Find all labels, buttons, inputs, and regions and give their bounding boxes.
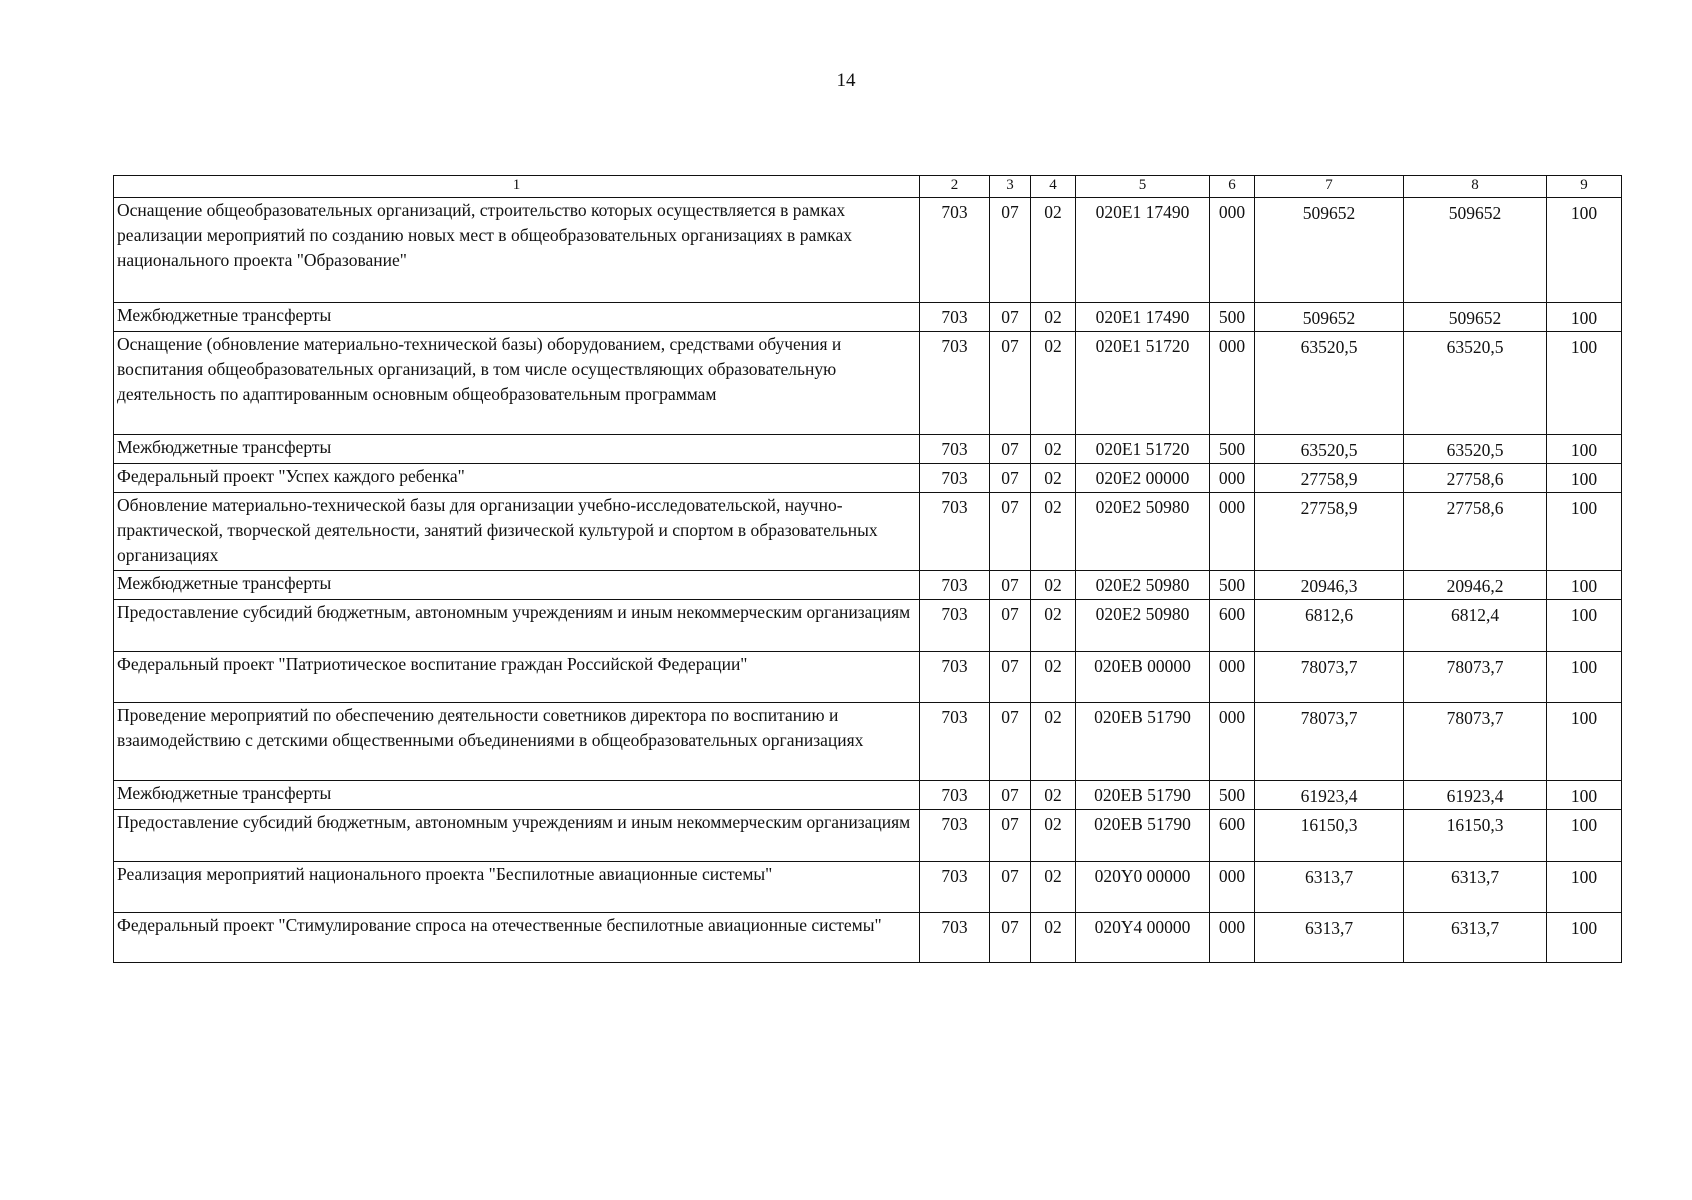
row-cell-c5: 020EB 51790: [1076, 810, 1210, 862]
row-cell-c5: 020Y4 00000: [1076, 913, 1210, 963]
row-name-cell: Федеральный проект "Стимулирование спроса на отечественные беспилотные авиационные системы": [114, 913, 920, 963]
row-cell-c9: 100: [1547, 703, 1622, 781]
row-cell-c3: 07: [990, 435, 1031, 464]
row-cell-c6: 500: [1210, 303, 1255, 332]
row-cell-c9: 100: [1547, 810, 1622, 862]
row-cell-c7: 63520,5: [1255, 435, 1404, 464]
row-cell-c2: 703: [920, 435, 990, 464]
row-cell-c8: 6812,4: [1404, 600, 1547, 652]
table-row: [114, 332, 1622, 435]
row-cell-c8: 27758,6: [1404, 464, 1547, 493]
row-cell-c7: 509652: [1255, 198, 1404, 303]
table-row: [114, 493, 1622, 571]
row-cell-c3: 07: [990, 332, 1031, 435]
table-row: [114, 600, 1622, 652]
row-cell-c2: 703: [920, 600, 990, 652]
row-cell-c6: 600: [1210, 810, 1255, 862]
row-name-cell: Предоставление субсидий бюджетным, автономным учреждениям и иным некоммерческим организациям: [114, 600, 920, 652]
row-cell-c8: 63520,5: [1404, 435, 1547, 464]
row-cell-c5: 020E1 51720: [1076, 332, 1210, 435]
row-cell-c8: 78073,7: [1404, 652, 1547, 703]
table-row: [114, 913, 1622, 963]
header-cell-9: 9: [1547, 176, 1622, 198]
row-name-cell: Федеральный проект "Успех каждого ребенка": [114, 464, 920, 493]
row-cell-c4: 02: [1031, 571, 1076, 600]
row-cell-c8: 61923,4: [1404, 781, 1547, 810]
row-cell-c7: 20946,3: [1255, 571, 1404, 600]
row-cell-c2: 703: [920, 781, 990, 810]
row-cell-c2: 703: [920, 303, 990, 332]
table-row: [114, 464, 1622, 493]
table-row: [114, 198, 1622, 303]
row-cell-c8: 20946,2: [1404, 571, 1547, 600]
row-cell-c3: 07: [990, 571, 1031, 600]
row-name-cell: Реализация мероприятий национального проекта "Беспилотные авиационные системы": [114, 862, 920, 913]
row-cell-c6: 500: [1210, 571, 1255, 600]
budget-table: [113, 175, 1622, 963]
row-cell-c7: 6812,6: [1255, 600, 1404, 652]
row-cell-c4: 02: [1031, 198, 1076, 303]
row-cell-c5: 020E1 51720: [1076, 435, 1210, 464]
row-cell-c8: 78073,7: [1404, 703, 1547, 781]
row-cell-c5: 020E2 50980: [1076, 600, 1210, 652]
row-cell-c2: 703: [920, 571, 990, 600]
table-row: [114, 781, 1622, 810]
row-cell-c2: 703: [920, 703, 990, 781]
row-cell-c8: 27758,6: [1404, 493, 1547, 571]
row-cell-c9: 100: [1547, 303, 1622, 332]
row-cell-c7: 63520,5: [1255, 332, 1404, 435]
row-cell-c5: 020E1 17490: [1076, 198, 1210, 303]
header-cell-8: 8: [1404, 176, 1547, 198]
row-cell-c6: 000: [1210, 332, 1255, 435]
row-cell-c8: 509652: [1404, 198, 1547, 303]
row-cell-c6: 500: [1210, 781, 1255, 810]
row-cell-c6: 000: [1210, 493, 1255, 571]
row-name-cell: Межбюджетные трансферты: [114, 435, 920, 464]
header-cell-4: 4: [1031, 176, 1076, 198]
row-cell-c3: 07: [990, 652, 1031, 703]
header-cell-6: 6: [1210, 176, 1255, 198]
row-cell-c3: 07: [990, 464, 1031, 493]
row-cell-c2: 703: [920, 913, 990, 963]
table-header-row: [114, 176, 1622, 198]
row-cell-c9: 100: [1547, 332, 1622, 435]
row-cell-c6: 000: [1210, 703, 1255, 781]
row-name-cell: Межбюджетные трансферты: [114, 303, 920, 332]
row-cell-c6: 000: [1210, 198, 1255, 303]
row-cell-c4: 02: [1031, 862, 1076, 913]
row-cell-c9: 100: [1547, 913, 1622, 963]
table-row: [114, 810, 1622, 862]
row-cell-c4: 02: [1031, 913, 1076, 963]
header-cell-2: 2: [920, 176, 990, 198]
row-cell-c9: 100: [1547, 198, 1622, 303]
row-cell-c3: 07: [990, 862, 1031, 913]
row-name-cell: Федеральный проект "Патриотическое воспитание граждан Российской Федерации": [114, 652, 920, 703]
row-cell-c5: 020E2 00000: [1076, 464, 1210, 493]
row-name-cell: Оснащение (обновление материально-технической базы) оборудованием, средствами обучения и воспитания общеобразовательных организаций, в том числе осуществляющих образовательную деятельность по адаптированным основным общеобразовательным программам: [114, 332, 920, 435]
header-cell-3: 3: [990, 176, 1031, 198]
row-cell-c9: 100: [1547, 435, 1622, 464]
row-cell-c8: 63520,5: [1404, 332, 1547, 435]
row-cell-c5: 020E2 50980: [1076, 571, 1210, 600]
row-cell-c3: 07: [990, 600, 1031, 652]
row-cell-c3: 07: [990, 810, 1031, 862]
row-cell-c2: 703: [920, 332, 990, 435]
row-cell-c9: 100: [1547, 652, 1622, 703]
row-cell-c4: 02: [1031, 332, 1076, 435]
table-row: [114, 435, 1622, 464]
row-cell-c7: 6313,7: [1255, 913, 1404, 963]
row-cell-c5: 020E2 50980: [1076, 493, 1210, 571]
table-row: [114, 862, 1622, 913]
row-cell-c3: 07: [990, 913, 1031, 963]
row-cell-c8: 6313,7: [1404, 862, 1547, 913]
row-cell-c8: 16150,3: [1404, 810, 1547, 862]
table-row: [114, 303, 1622, 332]
row-cell-c5: 020Y0 00000: [1076, 862, 1210, 913]
row-cell-c4: 02: [1031, 652, 1076, 703]
row-cell-c3: 07: [990, 781, 1031, 810]
row-name-cell: Предоставление субсидий бюджетным, автономным учреждениям и иным некоммерческим организациям: [114, 810, 920, 862]
row-cell-c2: 703: [920, 198, 990, 303]
row-cell-c6: 000: [1210, 652, 1255, 703]
table-row: [114, 571, 1622, 600]
row-cell-c7: 61923,4: [1255, 781, 1404, 810]
row-cell-c4: 02: [1031, 464, 1076, 493]
row-cell-c3: 07: [990, 493, 1031, 571]
row-cell-c4: 02: [1031, 703, 1076, 781]
row-cell-c7: 27758,9: [1255, 493, 1404, 571]
row-cell-c5: 020EB 00000: [1076, 652, 1210, 703]
row-cell-c2: 703: [920, 810, 990, 862]
header-cell-7: 7: [1255, 176, 1404, 198]
row-cell-c2: 703: [920, 862, 990, 913]
row-cell-c4: 02: [1031, 600, 1076, 652]
row-cell-c7: 6313,7: [1255, 862, 1404, 913]
row-cell-c5: 020EB 51790: [1076, 781, 1210, 810]
row-cell-c4: 02: [1031, 435, 1076, 464]
row-cell-c6: 000: [1210, 862, 1255, 913]
header-cell-1: 1: [114, 176, 920, 198]
row-cell-c9: 100: [1547, 781, 1622, 810]
row-cell-c9: 100: [1547, 600, 1622, 652]
row-cell-c6: 000: [1210, 464, 1255, 493]
row-name-cell: Межбюджетные трансферты: [114, 781, 920, 810]
page-number: 14: [836, 70, 856, 91]
row-cell-c7: 27758,9: [1255, 464, 1404, 493]
row-cell-c5: 020E1 17490: [1076, 303, 1210, 332]
row-cell-c9: 100: [1547, 862, 1622, 913]
row-cell-c7: 78073,7: [1255, 652, 1404, 703]
row-cell-c3: 07: [990, 303, 1031, 332]
row-cell-c5: 020EB 51790: [1076, 703, 1210, 781]
row-cell-c4: 02: [1031, 303, 1076, 332]
row-cell-c9: 100: [1547, 493, 1622, 571]
header-cell-5: 5: [1076, 176, 1210, 198]
table-row: [114, 703, 1622, 781]
row-cell-c2: 703: [920, 464, 990, 493]
table-row: [114, 652, 1622, 703]
row-cell-c4: 02: [1031, 781, 1076, 810]
row-name-cell: Обновление материально-технической базы для организации учебно-исследовательской, научно-практической, творческой деятельности, занятий физической культурой и спортом в образовательных организациях: [114, 493, 920, 571]
row-name-cell: Межбюджетные трансферты: [114, 571, 920, 600]
row-cell-c8: 509652: [1404, 303, 1547, 332]
row-cell-c9: 100: [1547, 464, 1622, 493]
row-name-cell: Оснащение общеобразовательных организаций, строительство которых осуществляется в рамках реализации мероприятий по созданию новых мест в общеобразовательных организациях в рамках национального проекта "Образование": [114, 198, 920, 303]
row-cell-c6: 600: [1210, 600, 1255, 652]
row-cell-c7: 78073,7: [1255, 703, 1404, 781]
row-cell-c6: 500: [1210, 435, 1255, 464]
row-cell-c7: 16150,3: [1255, 810, 1404, 862]
row-cell-c7: 509652: [1255, 303, 1404, 332]
row-cell-c2: 703: [920, 493, 990, 571]
row-cell-c6: 000: [1210, 913, 1255, 963]
row-cell-c2: 703: [920, 652, 990, 703]
row-cell-c8: 6313,7: [1404, 913, 1547, 963]
row-cell-c4: 02: [1031, 810, 1076, 862]
row-cell-c3: 07: [990, 198, 1031, 303]
row-name-cell: Проведение мероприятий по обеспечению деятельности советников директора по воспитанию и взаимодействию с детскими общественными объединениями в общеобразовательных организациях: [114, 703, 920, 781]
row-cell-c9: 100: [1547, 571, 1622, 600]
row-cell-c3: 07: [990, 703, 1031, 781]
row-cell-c4: 02: [1031, 493, 1076, 571]
